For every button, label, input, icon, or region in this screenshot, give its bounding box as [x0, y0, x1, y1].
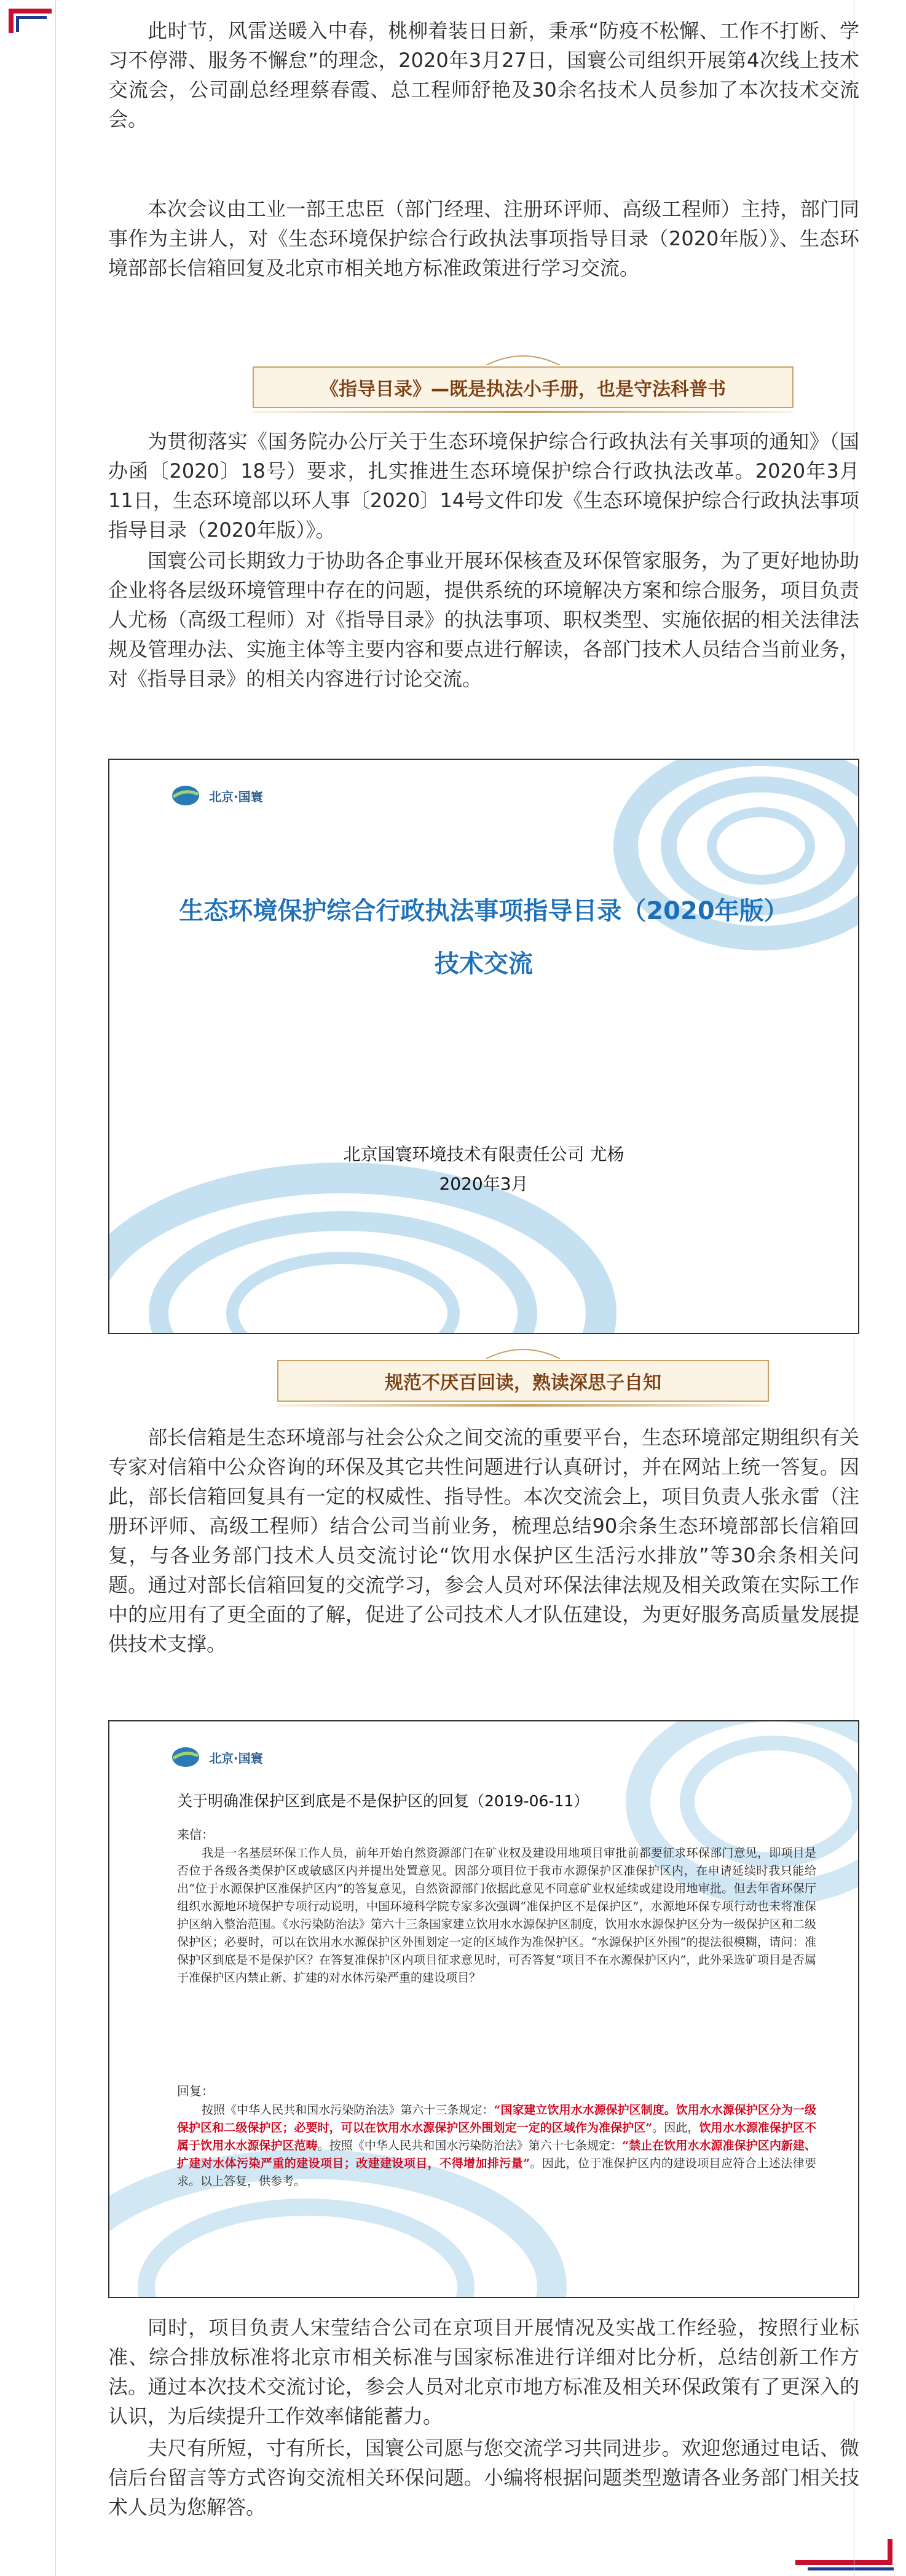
reply-highlight: “国家建立饮用水水源保护区制度。饮用水水源保护区分为一级保护区和二级保护区；必要时，可以在饮用水水源保护区外围划定一定的区域作为准保护区”: [177, 2103, 816, 2135]
paragraph-guide-interpretation: 国寰公司长期致力于协助各企事业开展环保核查及环保管家服务，为了更好地协助企业将各层级环境管理中存在的问题，提供系统的环境解决方案和综合服务，项目负责人尤杨（高级工程师）对《指导目录》的执法事项、职权类型、实施依据的相关法律法规及管理办法、实施主体等主要内容和要点进行解读，各部门技术人员结合当前业务，对《指导目录》的相关内容进行讨论交流。: [108, 549, 859, 690]
paragraph-intro: 此时节，风雷送暖入中春，桃柳着装日日新，秉承“防疫不松懈、工作不打断、学习不停滞、服务不懈怠”的理念，2020年3月27日，国寰公司组织开展第4次线上技术交流会，公司副总经理蔡春霞、总工程师舒艳及30余名技术人员参加了本次技术交流会。: [108, 19, 859, 131]
banner-ornament-icon: [486, 347, 560, 365]
letter-body: 我是一名基层环保工作人员，前年开始自然资源部门在矿业权及建设用地项目审批前都要征求环保部门意见，即项目是否位于各级各类保护区或敏感区内并提出处置意见。因部分项目位于我市水源保护区准保护区内，在申请延续时我只能给出“位于水源保护区准保护区内”的答复意见，自然资源部门依据此意见不同意矿业权延续或建设用地审批。但去年省环保厅组织水源地环境保护专项行动说明，中国环境科学院专家多次强调“准保护区不是保护区”，水源地环保专项行动也未将准保护区纳入整治范围。《水污染防治法》第六十三条国家建立饮用水水源保护区制度，饮用水水源保护区分为一级保护区和二级保护区；必要时，可以在饮用水水源保护区外围划定一定的区域作为准保护区。“水源保护区外围”的提法很模糊，请问：准保护区到底是不是保护区？在答复准保护区内项目征求意见时，可否答复“项目不在水源保护区内”，此外采选矿项目是否属于准保护区内禁止新、扩建的对水体污染严重的建设项目？: [177, 1846, 816, 1985]
company-logo: [171, 784, 263, 807]
paragraph-background: 为贯彻落实《国务院办公厅关于生态环境保护综合行政执法有关事项的通知》（国办函〔2020〕18号）要求，扎实推进生态环境保护综合行政执法改革。2020年3月11日，生态环境部以环人事〔2020〕14号文件印发《生态环境保护综合行政执法事项指导目录（2020年版）》。: [108, 430, 859, 542]
globe-logo-icon: [171, 1746, 200, 1768]
reply-text: 。因此，位于准保护区内的建设项目应符合上述法律要求。以上答复，供参考。: [177, 2157, 816, 2188]
logo-text: 北京·国寰: [209, 1750, 263, 1766]
reply-body: [177, 2101, 816, 2191]
reply-highlight: “禁止在饮用水水源准保护区内新建、扩建对水体污染严重的建设项目；改建建设项目，不得增加排污量”: [177, 2139, 816, 2170]
slide-image-mailbox-reply: [108, 1720, 859, 2298]
paragraph-beijing-standards: 同时，项目负责人宋莹结合公司在京项目开展情况及实战工作经验，按照行业标准、综合排放标准将北京市相关标准与国家标准进行详细对比分析，总结创新工作方法。通过本次技术交流讨论，参会人员对北京市地方标准及相关环保政策有了更深入的认识，为后续提升工作效率储能蓄力。: [108, 2316, 859, 2428]
reply-title: 关于明确准保护区到底是不是保护区的回复（2019-06-11）: [177, 1792, 589, 1810]
slide-subtitle: 技术交流: [435, 950, 533, 978]
banner-text: 《指导目录》—既是执法小手册，也是守法科普书: [320, 379, 726, 400]
article-page: [55, 0, 859, 2576]
logo-text: 北京·国寰: [209, 789, 263, 804]
slide-image-guide-catalog: [108, 759, 859, 1334]
company-logo: [171, 1746, 263, 1768]
reply-text: 按照《中华人民共和国水污染防治法》第六十三条规定：: [202, 2103, 494, 2117]
reply-text: 。因此，: [652, 2121, 699, 2135]
slide-presenter: 北京国寰环境技术有限责任公司 尤杨: [343, 1144, 624, 1164]
paragraph-host: 本次会议由工业一部王忠臣（部门经理、注册环评师、高级工程师）主持，部门同事作为主讲人，对《生态环境保护综合行政执法事项指导目录（2020年版）》、生态环境部部长信箱回复及北京市相关地方标准政策进行学习交流。: [108, 197, 859, 280]
slide-title: 生态环境保护综合行政执法事项指导目录（2020年版）: [179, 897, 789, 925]
section-banner-guide-catalog: [253, 366, 794, 408]
banner-text: 规范不厌百回读，熟读深思子自知: [385, 1372, 661, 1394]
swirl-background-icon: [109, 760, 859, 1334]
paragraph-minister-mailbox: 部长信箱是生态环境部与社会公众之间交流的重要平台，生态环境部定期组织有关专家对信箱中公众咨询的环保及其它共性问题进行认真研讨，并在网站上统一答复。因此，部长信箱回复具有一定的权威性、指导性。本次交流会上，项目负责人张永雷（注册环评师、高级工程师）结合公司当前业务，梳理总结90余条生态环境部部长信箱回复，与各业务部门技术人员交流讨论“饮用水保护区生活污水排放”等30余条相关问题。通过对部长信箱回复的交流学习，参会人员对环保法律法规及相关政策在实际工作中的应用有了更全面的了解，促进了公司技术人才队伍建设，为更好服务高质量发展提供技术支撑。: [108, 1426, 859, 1656]
section-banner-standards: [277, 1360, 769, 1402]
reply-text: 。按照《中华人民共和国水污染防治法》第六十七条规定：: [317, 2139, 623, 2152]
reply-highlight: 饮用水水源准保护区不属于饮用水水源保护区范畴: [177, 2121, 816, 2152]
globe-logo-icon: [171, 784, 200, 807]
slide-date: 2020年3月: [439, 1174, 529, 1194]
letter-label: 来信：: [177, 1827, 214, 1842]
reply-label: 回复：: [177, 2084, 214, 2098]
banner-ornament-icon: [486, 1340, 560, 1359]
paragraph-closing: 夫尺有所短，寸有所长，国寰公司愿与您交流学习共同进步。欢迎您通过电话、微信后台留言等方式咨询交流相关环保问题。小编将根据问题类型邀请各业务部门相关技术人员为您解答。: [108, 2436, 859, 2519]
